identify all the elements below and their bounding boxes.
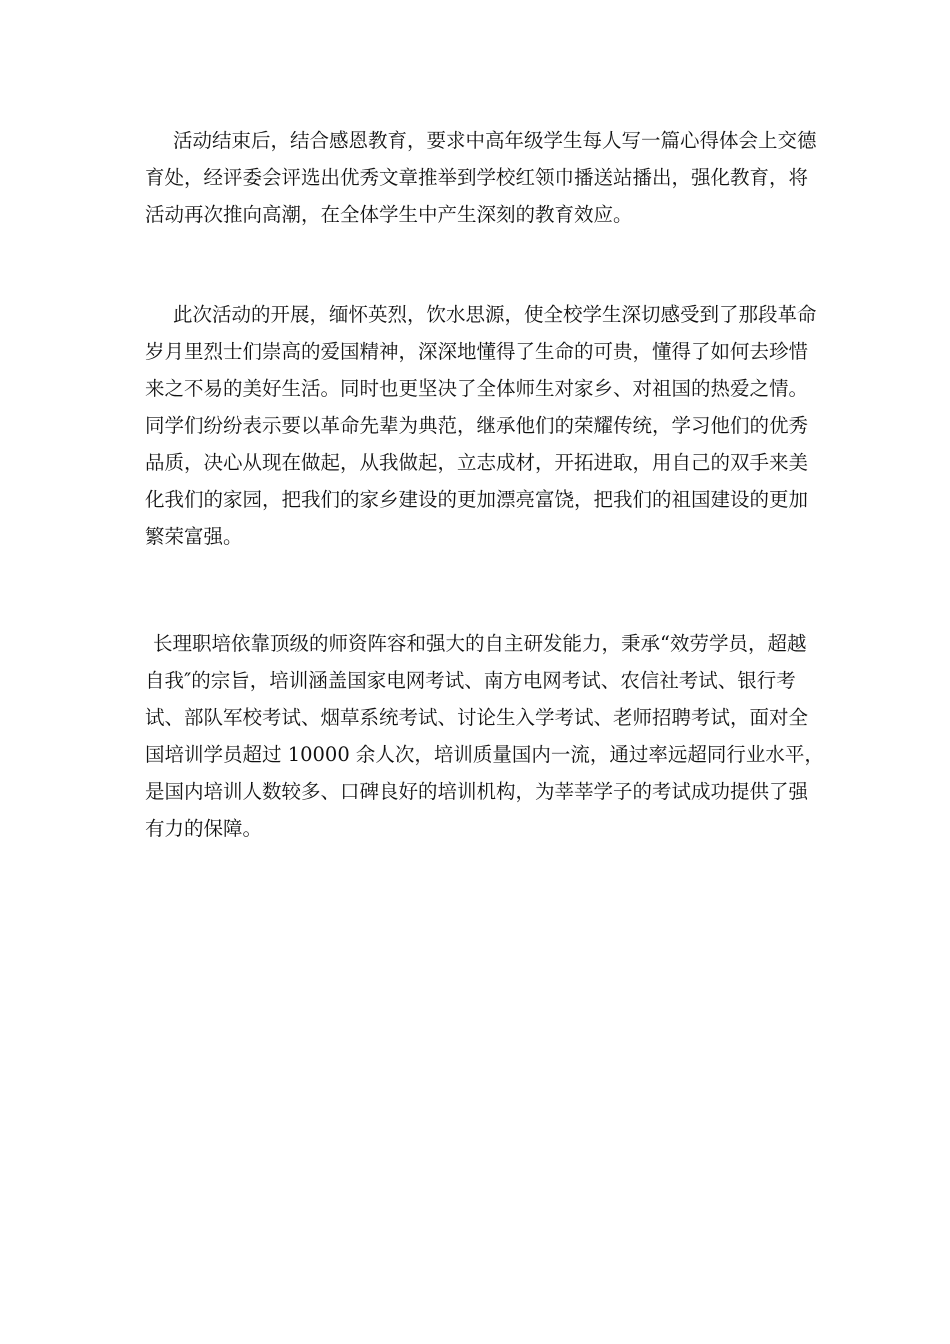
paragraph-training-promo [145,625,824,847]
paragraph-line: 品质，决心从现在做起，从我做起，立志成材，开拓进取，用自己的双手来美 [145,451,809,474]
paragraph-line: 来之不易的美好生活。同时也更坚决了全体师生对家乡、对祖国的热爱之情。 [145,377,809,400]
paragraph-line: 有力的保障。 [145,817,263,840]
paragraph-line: 自我″的宗旨，培训涵盖国家电网考试、南方电网考试、农信社考试、银行考 [145,669,796,692]
paragraph-line: 活动结束后，结合感恩教育，要求中高年级学生每人写一篇心得体会上交德 [173,129,817,152]
paragraph-line: 化我们的家园，把我们的家乡建设的更加漂亮富饶，把我们的祖国建设的更加 [145,488,809,511]
paragraph-line: 试、部队军校考试、烟草系统考试、讨论生入学考试、老师招聘考试，面对全 [145,706,809,729]
paragraph-line: 长理职培依靠顶级的师资阵容和强大的自主研发能力，秉承“效劳学员，超越 [153,632,807,655]
paragraph-line: 此次活动的开展，缅怀英烈，饮水思源，使全校学生深切感受到了那段革命 [173,303,817,326]
paragraph-line: 育处，经评委会评选出优秀文章推举到学校红领巾播送站播出，强化教育，将 [145,166,809,189]
paragraph-activity-conclusion [145,122,817,233]
paragraph-line: 活动再次推向高潮，在全体学生中产生深刻的教育效应。 [145,203,633,226]
paragraph-line: 繁荣富强。 [145,525,243,548]
paragraph-line: 岁月里烈士们崇高的爱国精神，深深地懂得了生命的可贵，懂得了如何去珍惜 [145,340,809,363]
paragraph-activity-significance [145,296,817,555]
paragraph-line: 国培训学员超过 10000 余人次，培训质量国内一流，通过率远超同行业水平， [145,743,824,766]
paragraph-line: 同学们纷纷表示要以革命先辈为典范，继承他们的荣耀传统，学习他们的优秀 [145,414,809,437]
paragraph-line: 是国内培训人数较多、口碑良好的培训机构，为莘莘学子的考试成功提供了强 [145,780,809,803]
